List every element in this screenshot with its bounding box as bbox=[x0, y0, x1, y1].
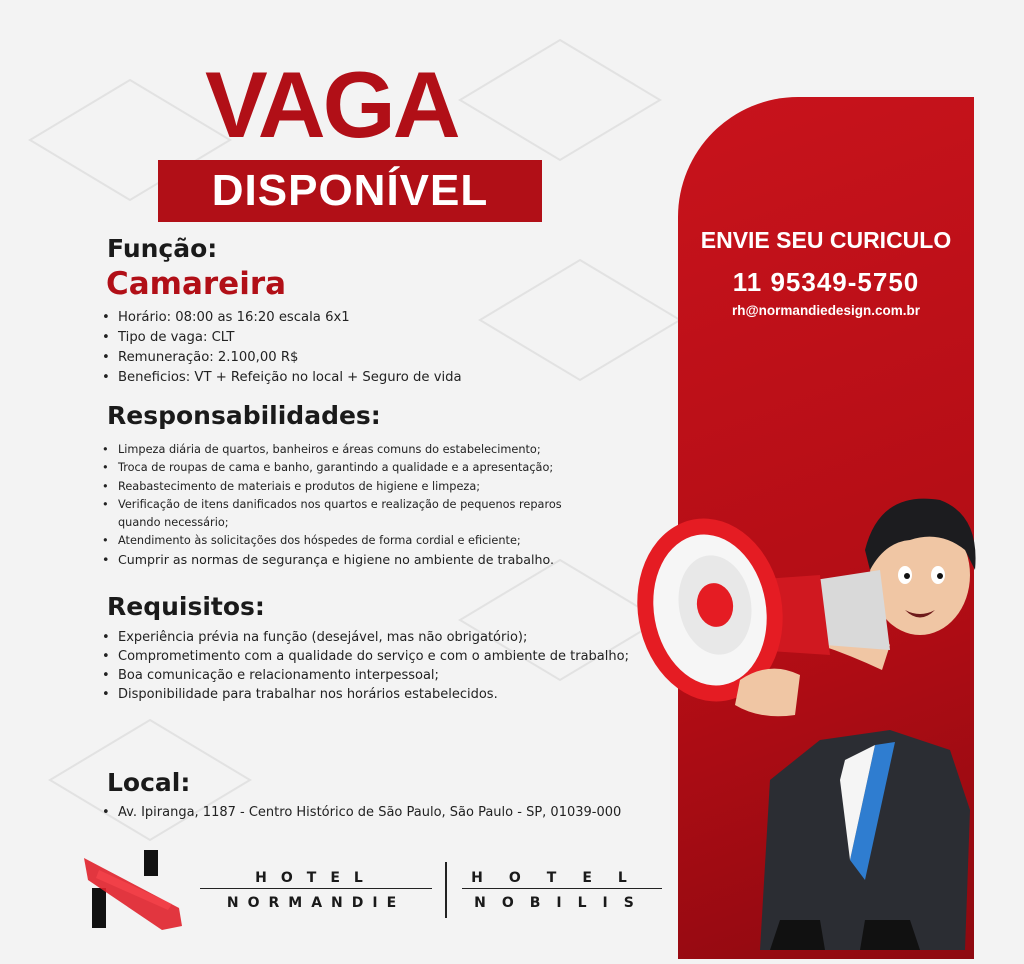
list-item: • Atendimento às solicitações dos hóspedes de forma cordial e eficiente; bbox=[100, 532, 660, 550]
headline-disponivel: DISPONÍVEL bbox=[211, 166, 489, 215]
detail-remuneracao: • Remuneração: 2.100,00 R$ bbox=[100, 348, 462, 368]
contact-email[interactable]: rh@normandiedesign.com.br bbox=[732, 303, 920, 318]
brand1-top-text: HOTEL bbox=[200, 870, 432, 889]
megaphone-man-illustration bbox=[620, 480, 980, 960]
contact-heading: ENVIE SEU CURICULO bbox=[700, 227, 952, 253]
detail-beneficios: • Beneficios: VT + Refeição no local + Seguro de vida bbox=[100, 368, 462, 388]
brand2-bottom-text: NOBILIS bbox=[474, 895, 650, 911]
job-details-list bbox=[100, 308, 462, 388]
responsabilidades-label: Responsabilidades: bbox=[107, 401, 381, 430]
brand-hotel-normandie bbox=[200, 870, 432, 911]
requisitos-list bbox=[100, 628, 645, 704]
list-item: • Verificação de itens danificados nos quartos e realização de pequenos reparos quando necessário; bbox=[100, 496, 600, 533]
list-item: • Boa comunicação e relacionamento interpessoal; bbox=[100, 666, 645, 685]
headline-vaga: VAGA bbox=[205, 52, 458, 157]
list-item: • Reabastecimento de materiais e produtos de higiene e limpeza; bbox=[100, 478, 660, 496]
brand2-top-text: HOTEL bbox=[462, 870, 662, 889]
requisitos-label: Requisitos: bbox=[107, 592, 265, 621]
address-text: • Av. Ipiranga, 1187 - Centro Histórico de São Paulo, São Paulo - SP, 01039-000 bbox=[100, 803, 645, 822]
normandie-logo-mark bbox=[84, 848, 184, 930]
list-item: • Cumprir as normas de segurança e higiene no ambiente de trabalho. bbox=[100, 551, 660, 569]
role-title: Camareira bbox=[106, 266, 287, 302]
contact-phone[interactable]: 11 95349-5750 bbox=[732, 267, 920, 297]
local-list bbox=[100, 803, 645, 822]
local-label: Local: bbox=[107, 768, 191, 797]
list-item: • Comprometimento com a qualidade do serviço e com o ambiente de trabalho; bbox=[100, 647, 645, 666]
brand-hotel-nobilis bbox=[462, 870, 662, 911]
list-item: • Experiência prévia na função (desejável, mas não obrigatório); bbox=[100, 628, 645, 647]
list-item: • Limpeza diária de quartos, banheiros e áreas comuns do estabelecimento; bbox=[100, 441, 660, 459]
responsabilidades-list bbox=[100, 441, 660, 569]
headline-disponivel-box bbox=[158, 160, 542, 222]
detail-horario: • Horário: 08:00 as 16:20 escala 6x1 bbox=[100, 308, 462, 328]
brand1-bottom-text: NORMANDIE bbox=[226, 895, 406, 911]
detail-tipo-vaga: • Tipo de vaga: CLT bbox=[100, 328, 462, 348]
list-item: • Disponibilidade para trabalhar nos horários estabelecidos. bbox=[100, 685, 645, 704]
list-item: • Troca de roupas de cama e banho, garantindo a qualidade e a apresentação; bbox=[100, 459, 660, 477]
brand-separator bbox=[445, 862, 447, 918]
funcao-label: Função: bbox=[107, 234, 218, 263]
